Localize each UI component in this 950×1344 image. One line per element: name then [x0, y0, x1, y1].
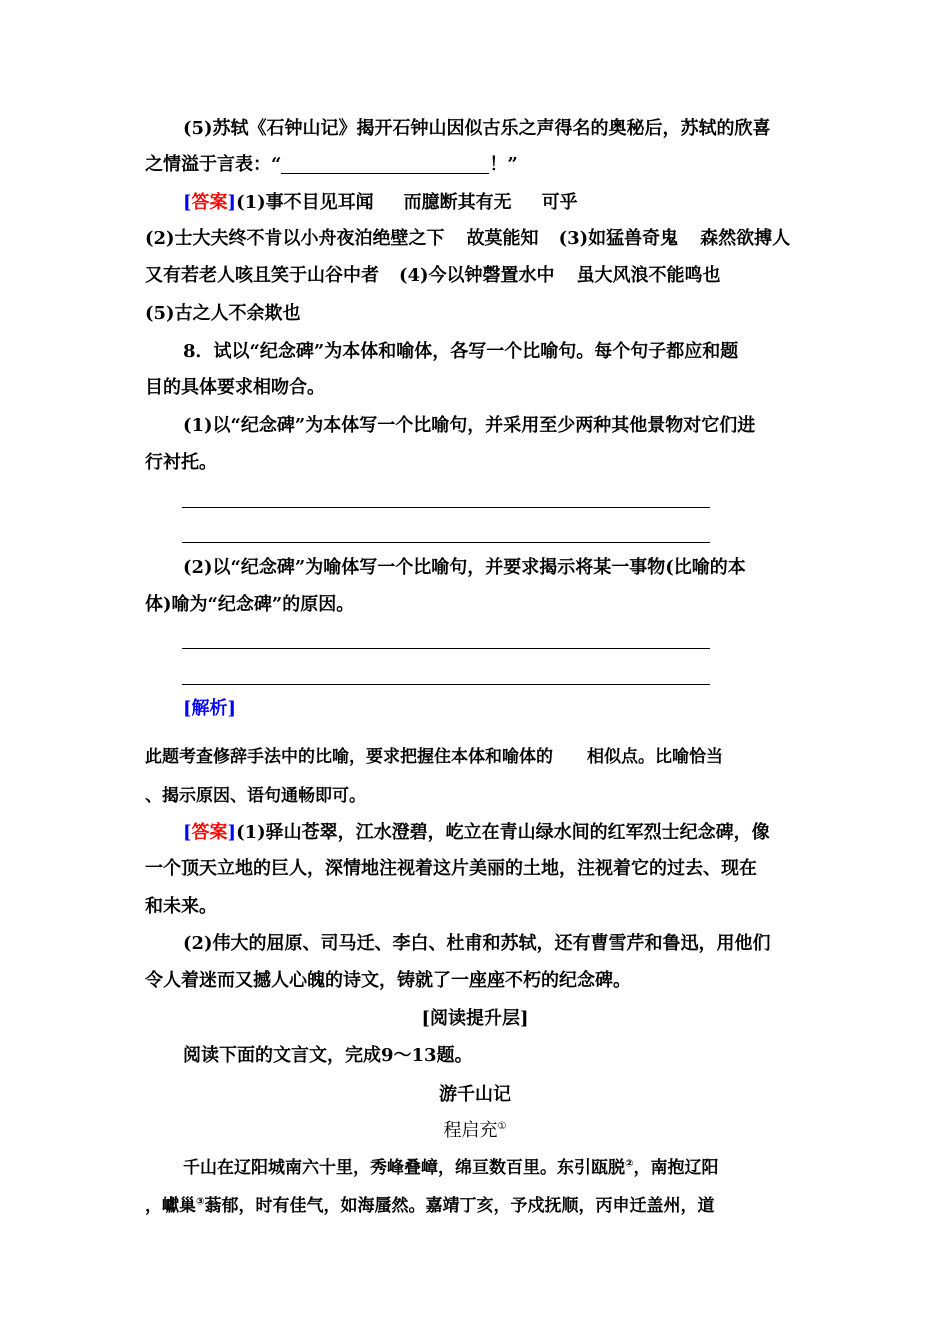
answer1-line4: (5)古之人不余欺也	[145, 303, 301, 324]
answer-line[interactable]	[182, 507, 710, 508]
answer-blank[interactable]	[281, 155, 489, 174]
answer2-line2: 一个顶天立地的巨人，深情地注视着这片美丽的土地，注视着它的过去、现在	[145, 858, 757, 879]
answer1-item1c: 可乎	[541, 192, 578, 213]
answer1-line3: 又有若老人咳且笑于山谷中者 (4)今以钟磬置水中 虽大风浪不能鸣也	[145, 265, 721, 286]
q8-sub2-line1: (2)以“纪念碑”为喻体写一个比喻句，并要求揭示将某一事物(比喻的本	[183, 557, 746, 578]
analysis-tag: [解析]	[183, 698, 237, 719]
q5-line2-start: 之情溢于言表：“	[145, 154, 282, 175]
q5-line2	[145, 153, 518, 177]
answer2-line5: 令人着迷而又撼人心魄的诗文，铸就了一座座不朽的纪念碑。	[145, 970, 631, 991]
q8-sub1-line1: (1)以“纪念碑”为本体写一个比喻句，并采用至少两种其他景物对它们进	[183, 415, 756, 436]
q5-line1: (5)苏轼《石钟山记》揭开石钟山因似古乐之声得名的奥秘后，苏轼的欣喜	[183, 118, 771, 139]
passage-author: 程启充①	[443, 1120, 507, 1141]
answer-line[interactable]	[182, 648, 710, 649]
footnote-marker: ①	[497, 1121, 507, 1132]
answer1-line2: (2)士大夫终不肯以小舟夜泊绝壁之下 故莫能知 (3)如猛兽奇鬼 森然欲搏人	[145, 228, 791, 249]
answer2-tag: [答案]	[183, 822, 237, 843]
q8-line2: 目的具体要求相吻合。	[145, 377, 325, 398]
answer1-item1b: 而臆断其有无	[403, 192, 512, 213]
answer1-item1a: (1)事不目见耳闻	[236, 192, 374, 213]
analysis-line1: 此题考查修辞手法中的比喻，要求把握住本体和喻体的 相似点。比喻恰当	[145, 747, 723, 767]
answer2-line3: 和未来。	[145, 896, 217, 917]
passage-line2: ，巘巢③蓊郁，时有佳气，如海蜃然。嘉靖丁亥，予戍抚顺，丙申迁盖州，道	[145, 1196, 715, 1216]
q5-line2-end: ！”	[489, 154, 518, 175]
answer2-line1: [答案](1)驿山苍翠，江水澄碧，屹立在青山绿水间的红军烈士纪念碑，像	[183, 822, 770, 843]
passage-line1: 千山在辽阳城南六十里，秀峰叠嶂，绵亘数百里。东引瓯脱②，南抱辽阳	[183, 1158, 719, 1178]
passage-title: 游千山记	[439, 1084, 511, 1105]
answer-line[interactable]	[182, 684, 710, 685]
answer1-tag: [答案]	[183, 192, 237, 213]
answer1-line1	[183, 191, 578, 215]
answer-line[interactable]	[182, 542, 710, 543]
q8-sub1-line2: 行衬托。	[145, 452, 217, 473]
q8-line1: 8．试以“纪念碑”为本体和喻体，各写一个比喻句。每个句子都应和题	[183, 341, 739, 362]
section-heading: [阅读提升层]	[421, 1008, 529, 1029]
q8-sub2-line2: 体)喻为“纪念碑”的原因。	[145, 594, 355, 615]
reading-instruction: 阅读下面的文言文，完成9～13题。	[183, 1045, 473, 1066]
analysis-line2: 、揭示原因、语句通畅即可。	[145, 786, 366, 806]
answer2-line4: (2)伟大的屈原、司马迁、李白、杜甫和苏轼，还有曹雪芹和鲁迅，用他们	[183, 933, 771, 954]
